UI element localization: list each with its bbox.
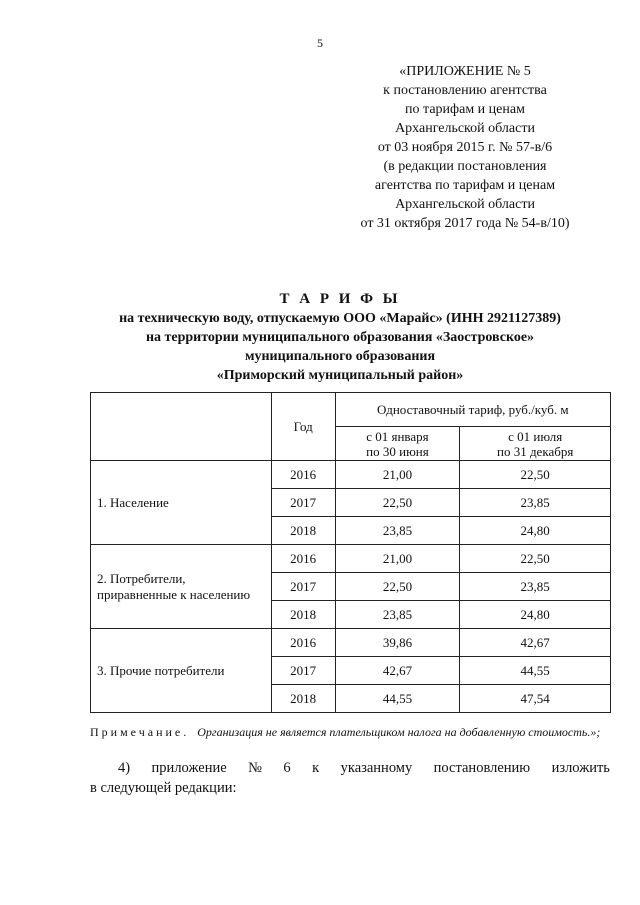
title-line: на территории муниципального образования «Заостровское» (145, 330, 535, 345)
tariff-h2-cell: 23,85 (460, 489, 611, 517)
tariff-h1-cell: 23,85 (335, 517, 460, 545)
paragraph-word: № (248, 760, 262, 776)
tariff-h2-cell: 47,54 (460, 685, 611, 713)
note-text: Организация не является плательщиком налога на добавленную стоимость.»; (197, 725, 601, 739)
paragraph-word: к (312, 760, 320, 776)
tariff-h1-cell: 23,85 (335, 601, 460, 629)
paragraph-line-1 (90, 758, 610, 778)
year-cell: 2018 (271, 517, 335, 545)
appendix-line: по тарифам и ценам (405, 102, 525, 117)
year-cell: 2016 (271, 545, 335, 573)
tariff-h2-cell: 23,85 (460, 573, 611, 601)
appendix-line: от 03 ноября 2015 г. № 57-в/6 (377, 140, 553, 155)
table-row (91, 461, 611, 489)
period-line: с 01 января (366, 428, 429, 444)
tariff-h1-cell: 22,50 (335, 489, 460, 517)
year-header: Год (271, 393, 335, 461)
period-header-second-half (460, 427, 611, 461)
year-cell: 2017 (271, 657, 335, 685)
title-line: муниципального образования (244, 349, 436, 364)
table-row (91, 545, 611, 573)
corner-header-cell (91, 393, 272, 461)
period-line: по 30 июня (366, 443, 429, 459)
period-line: по 31 декабря (496, 443, 574, 459)
tariff-h2-cell: 24,80 (460, 517, 611, 545)
year-cell: 2016 (271, 461, 335, 489)
page-number: 5 (317, 36, 323, 50)
year-cell: 2017 (271, 573, 335, 601)
tariff-table (90, 392, 611, 713)
appendix-header (340, 62, 590, 233)
note-label: Примечание. (90, 725, 190, 739)
category-cell (91, 461, 272, 545)
tariff-h1-cell: 39,86 (335, 629, 460, 657)
amendment-paragraph (90, 758, 610, 798)
tariff-header: Одноставочный тариф, руб./куб. м (335, 393, 610, 427)
title-heading: Т А Р И Ф Ы (279, 291, 401, 307)
appendix-line: Архангельской области (395, 121, 535, 136)
paragraph-word: 6 (283, 760, 291, 776)
category-line: 1. Население (97, 494, 169, 510)
category-line: 3. Прочие потребители (97, 662, 225, 678)
paragraph-line-2: в следующей редакции: (90, 780, 237, 796)
document-title (60, 290, 620, 385)
category-cell (91, 629, 272, 713)
appendix-line: к постановлению агентства (383, 83, 547, 98)
category-cell (91, 545, 272, 629)
appendix-line: (в редакции постановления (383, 159, 547, 174)
paragraph-word: 4) (118, 760, 131, 776)
appendix-line: «ПРИЛОЖЕНИЕ № 5 (399, 64, 531, 79)
paragraph-word: изложить (551, 760, 610, 776)
period-header-first-half (335, 427, 460, 461)
tariff-h2-cell: 24,80 (460, 601, 611, 629)
year-cell: 2016 (271, 629, 335, 657)
category-line: 2. Потребители, (97, 570, 186, 586)
table-row (91, 629, 611, 657)
period-line: с 01 июля (508, 428, 563, 444)
appendix-line: Архангельской области (395, 197, 535, 212)
table-note (90, 724, 610, 741)
paragraph-word: указанному (340, 760, 413, 776)
category-line: приравненные к населению (97, 586, 251, 602)
year-cell: 2018 (271, 685, 335, 713)
title-line: на техническую воду, отпускаемую ООО «Марайс» (ИНН 2921127389) (119, 311, 561, 326)
tariff-h1-cell: 21,00 (335, 461, 460, 489)
paragraph-word: постановлению (433, 760, 531, 776)
tariff-h2-cell: 22,50 (460, 545, 611, 573)
tariff-h1-cell: 21,00 (335, 545, 460, 573)
tariff-h1-cell: 44,55 (335, 685, 460, 713)
tariff-h2-cell: 44,55 (460, 657, 611, 685)
year-cell: 2017 (271, 489, 335, 517)
tariff-h1-cell: 42,67 (335, 657, 460, 685)
title-line: «Приморский муниципальный район» (216, 368, 464, 383)
appendix-line: от 31 октября 2017 года № 54-в/10) (360, 216, 570, 231)
paragraph-word: приложение (151, 760, 227, 776)
tariff-h1-cell: 22,50 (335, 573, 460, 601)
year-cell: 2018 (271, 601, 335, 629)
tariff-h2-cell: 42,67 (460, 629, 611, 657)
tariff-h2-cell: 22,50 (460, 461, 611, 489)
appendix-line: агентства по тарифам и ценам (374, 178, 556, 193)
